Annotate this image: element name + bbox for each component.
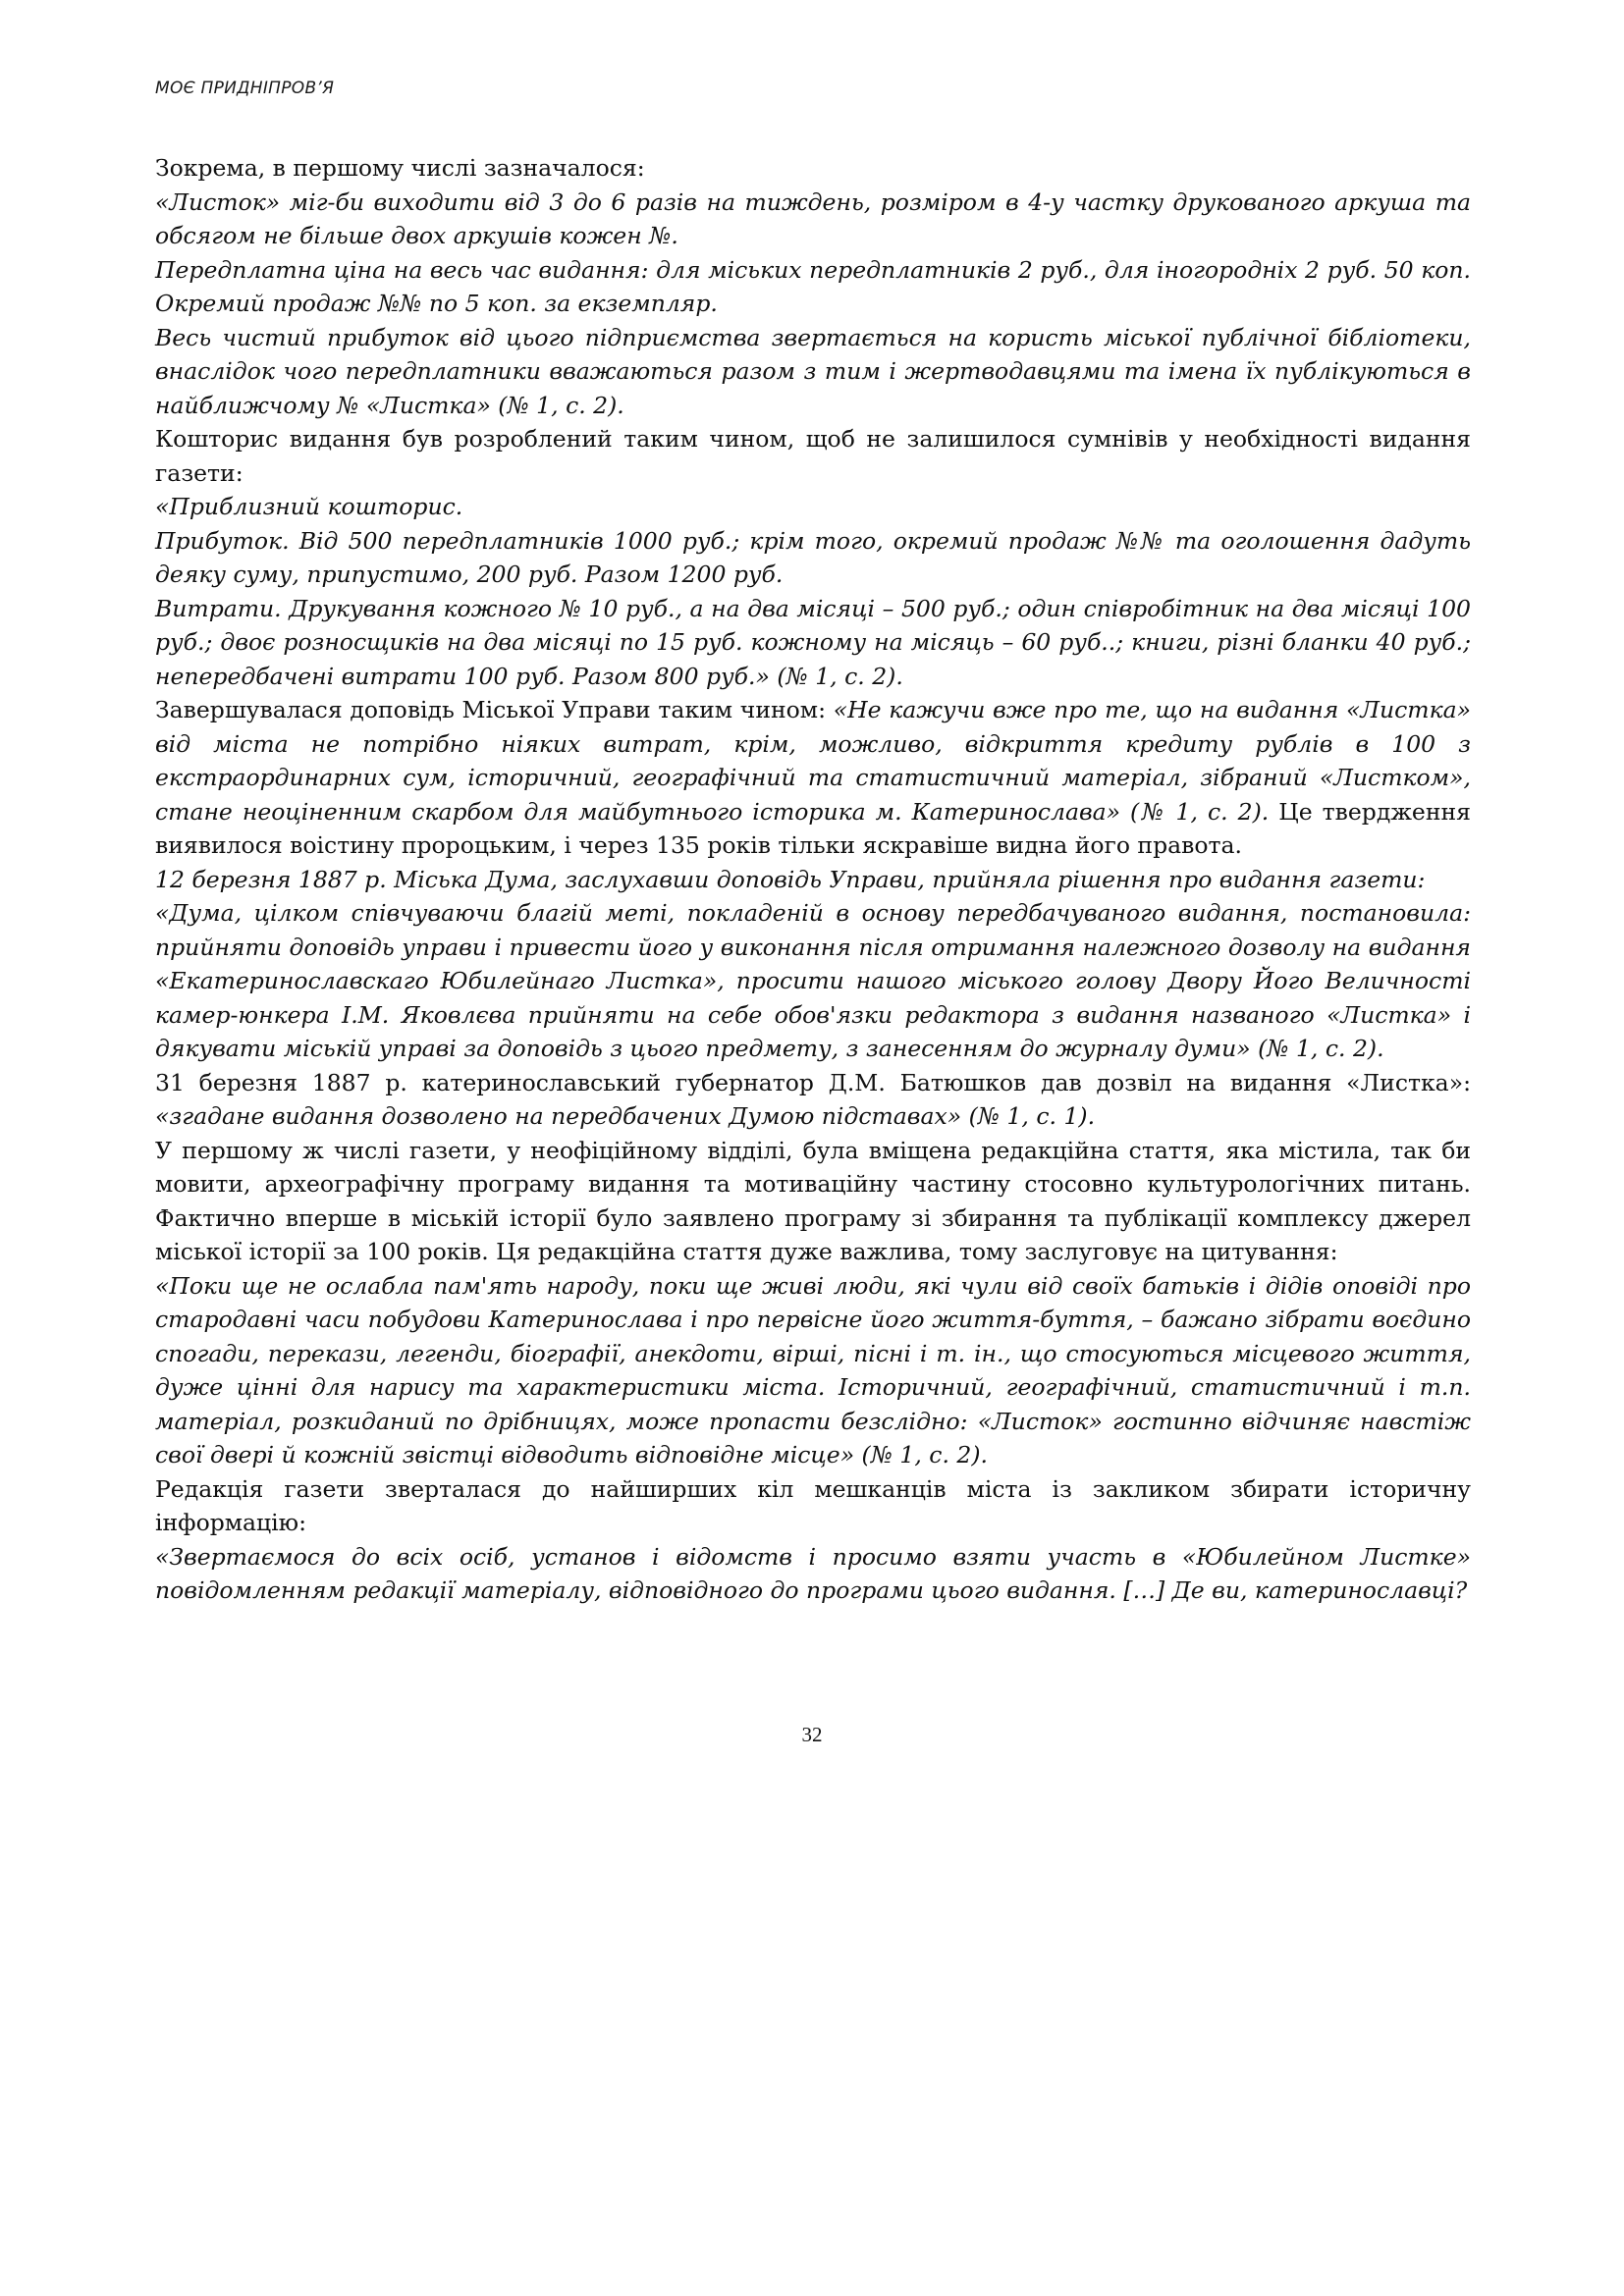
italic-text-run: «Дума, цілком співчуваючи благій меті, покладеній в основу передбачуваного видання, постановила: прийняти доповідь управи і привести його у виконання після отримання належного дозволу на видання «Екатеринославскаго Юбилейнаго Листка», просити нашого міського голову Двору Його Величності камер-юнкера І.М. Яковлєва прийняти на себе обов'язки редактора з видання названого «Листка» і дякувати міській управі за доповідь з цього предмету, з занесенням до журналу думи» (№ 1, с. 2).: [155, 899, 1471, 1062]
paragraph: [155, 592, 1471, 694]
text-run: Завершувалася доповідь Міської Управи таким чином:: [155, 696, 834, 723]
paragraph: [155, 693, 1471, 863]
paragraph: [155, 186, 1471, 253]
paragraph: [155, 1472, 1471, 1540]
italic-text-run: «Листок» міг-би виходити від 3 до 6 разів на тиждень, розміром в 4-у частку друкованого аркуша та обсягом не більше двох аркушів кожен №.: [155, 187, 1471, 249]
paragraph: [155, 524, 1471, 592]
italic-text-run: Витрати. Друкування кожного № 10 руб., а на два місяці – 500 руб.; один співробітник на два місяці 100 руб.; двоє розносщиків на два місяці по 15 руб. кожному на місяць – 60 руб..; книги, різні бланки 40 руб.; непередбачені витрати 100 руб. Разом 800 руб.» (№ 1, с. 2).: [155, 594, 1471, 690]
running-header: МОЄ ПРИДНІПРОВ’Я: [155, 79, 335, 98]
paragraph: [155, 1540, 1471, 1608]
italic-text-run: «Звертаємося до всіх осіб, установ і відомств і просимо взяти участь в «Юбилейном Листке» повідомленням редакції матеріалу, відповідного до програми цього видання. […] Де ви, катеринославці?: [155, 1542, 1471, 1604]
text-run: Кошторис видання був розроблений таким чином, щоб не залишилося сумнівів у необхідності видання газети:: [155, 425, 1471, 487]
italic-text-run: 12 березня 1887 р. Міська Дума, заслухавши доповідь Управи, прийняла рішення про видання газети:: [155, 865, 1426, 893]
italic-text-run: «Поки ще не ослабла пам'ять народу, поки ще живі люди, які чули від своїх батьків і дідів оповіді про стародавні часи побудови Катеринослава і про первісне його життя-буття, – бажано зібрати воєдино спогади, перекази, легенди, біографії, анекдоти, вірші, пісні і т. ін., що стосуються місцевого життя, дуже цінні для нарису та характеристики міста. Історичний, географічний, статистичний і т.п. матеріал, розкиданий по дрібницях, може пропасти безслідно: «Листок» гостинно відчиняє навстіж свої двері й кожній звістці відводить відповідне місце» (№ 1, с. 2).: [155, 1271, 1471, 1468]
paragraph: [155, 422, 1471, 490]
italic-text-run: Прибуток. Від 500 передплатників 1000 руб.; крім того, окремий продаж №№ та оголошення дадуть деяку суму, припустимо, 200 руб. Разом 1200 руб.: [155, 526, 1471, 588]
paragraph: [155, 151, 1471, 186]
italic-text-run: Весь чистий прибуток від цього підприємства звертається на користь міської публічної бібліотеки, внаслідок чого передплатники вважаються разом з тим і жертводавцями та імена їх публікуються в найближчому № «Листка» (№ 1, с. 2).: [155, 323, 1471, 419]
paragraph: [155, 1066, 1471, 1134]
italic-text-run: «згадане видання дозволено на передбачених Думою підставах» (№ 1, с. 1).: [155, 1102, 1096, 1130]
italic-text-run: «Приблизний кошторис.: [155, 493, 463, 520]
paragraph: [155, 863, 1471, 897]
italic-text-run: Передплатна ціна на весь час видання: для міських передплатників 2 руб., для іногородніх 2 руб. 50 коп. Окремий продаж №№ по 5 коп. за екземпляр.: [155, 255, 1471, 317]
text-run: 31 березня 1887 р. катеринославський губернатор Д.М. Батюшков дав дозвіл на видання «Листка»:: [155, 1068, 1471, 1096]
text-run: Це твердження виявилося воістину пророцьким, і через 135 років тільки яскравіше видна його правота.: [155, 797, 1471, 859]
page-number: 32: [801, 1723, 823, 1746]
paragraph: [155, 1269, 1471, 1472]
paragraph: [155, 321, 1471, 423]
text-run: Редакція газети зверталася до найширших кіл мешканців міста із закликом збирати історичну інформацію:: [155, 1474, 1471, 1536]
text-run: У першому ж числі газети, у неофіційному відділі, була вміщена редакційна стаття, яка містила, так би мовити, археографічну програму видання та мотиваційну частину стосовно культурологічних питань. Фактично вперше в міській історії було заявлено програму зі збирання та публікації комплексу джерел міської історії за 100 років. Ця редакційна стаття дуже важлива, тому заслуговує на цитування:: [155, 1136, 1471, 1265]
paragraph: [155, 896, 1471, 1066]
paragraph: [155, 253, 1471, 321]
body-text: [155, 151, 1471, 1608]
italic-text-run: «Не кажучи вже про те, що на видання «Листка» від міста не потрібно ніяких витрат, крім, можливо, відкриття кредиту рублів в 100 з екстраординарних сум, історичний, географічний та статистичний матеріал, зібраний «Листком», стане неоціненним скарбом для майбутнього історика м. Катеринослава» (№ 1, с. 2).: [155, 696, 1471, 826]
paragraph: [155, 490, 1471, 524]
text-run: Зокрема, в першому числі зазначалося:: [155, 154, 645, 182]
paragraph: [155, 1134, 1471, 1269]
